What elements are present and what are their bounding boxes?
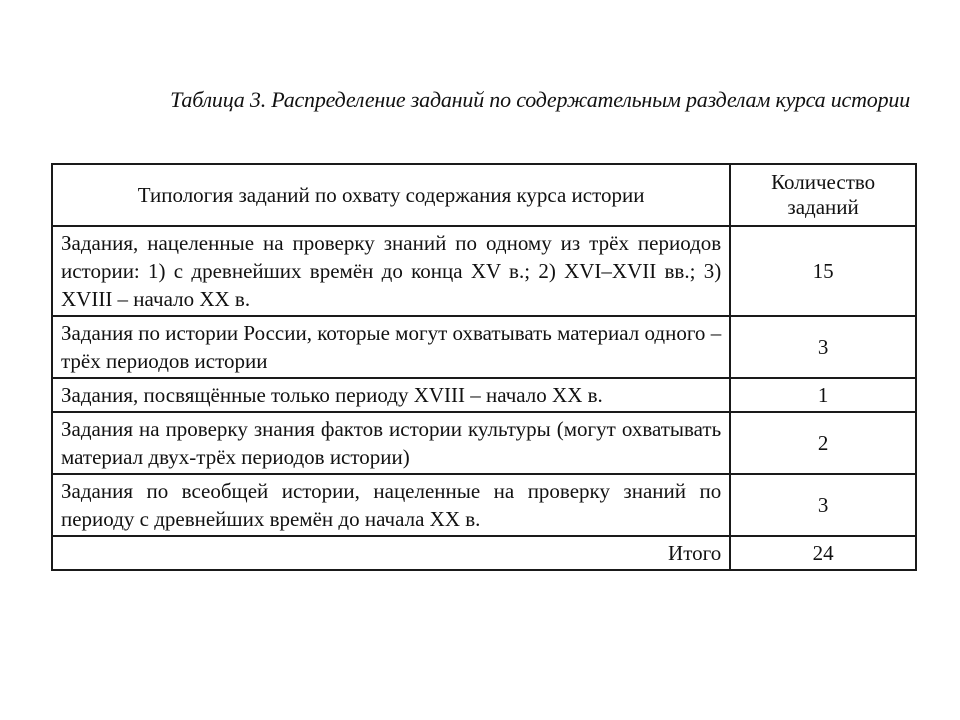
row-description: Задания, нацеленные на проверку знаний по одному из трёх периодов истории: 1) с древнейших времён до конца XV в.; 2) XVI–XVII вв.; 3) XVIII – начало XX в. [52,226,730,316]
row-count: 15 [730,226,916,316]
table-row [52,412,916,474]
row-count: 1 [730,378,916,412]
table-row [52,378,916,412]
table-caption: Таблица 3. Распределение заданий по содержательным разделам курса истории [170,87,910,112]
row-description: Задания по истории России, которые могут охватывать материал одного – трёх периодов истории [52,316,730,378]
task-distribution-table [51,163,917,571]
row-description: Задания по всеобщей истории, нацеленные на проверку знаний по периоду с древнейших времён до начала XX в. [52,474,730,536]
table-row [52,226,916,316]
table-row [52,474,916,536]
header-task-typology: Типология заданий по охвату содержания курса истории [52,164,730,226]
row-count: 3 [730,316,916,378]
table-total-row [52,536,916,570]
total-label: Итого [52,536,730,570]
row-count: 2 [730,412,916,474]
row-count: 3 [730,474,916,536]
total-count: 24 [730,536,916,570]
table-header-row [52,164,916,226]
row-description: Задания, посвящённые только периоду XVIII – начало XX в. [52,378,730,412]
table-row [52,316,916,378]
row-description: Задания на проверку знания фактов истории культуры (могут охватывать материал двух-трёх периодов истории) [52,412,730,474]
header-task-count: Количество заданий [730,164,916,226]
